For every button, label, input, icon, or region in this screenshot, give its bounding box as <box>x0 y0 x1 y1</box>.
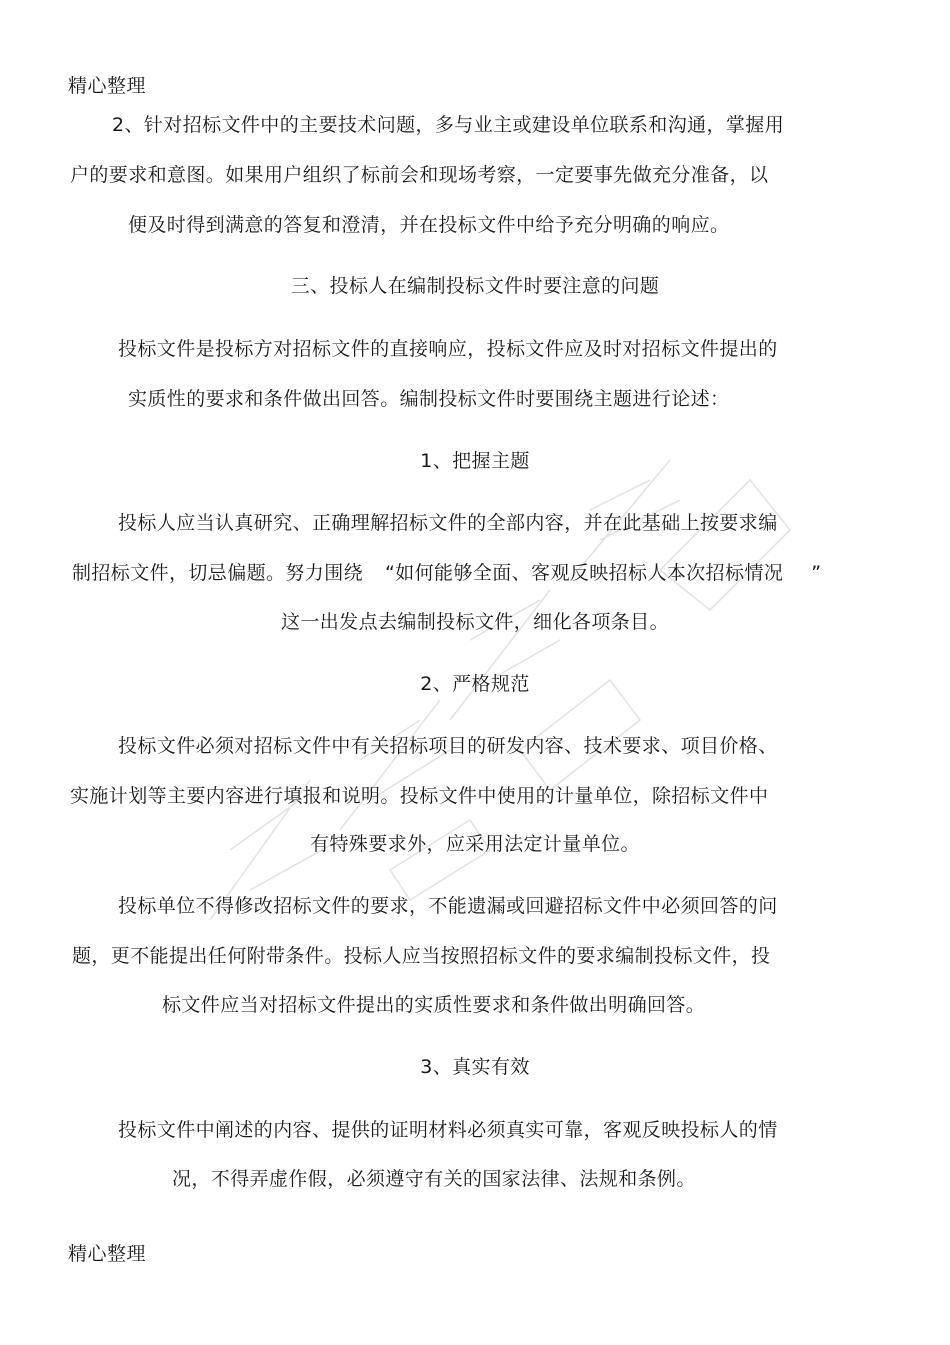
subsection-heading: 1、把握主题 <box>420 450 530 472</box>
paragraph-line: 投标文件中阐述的内容、提供的证明材料必须真实可靠，客观反映投标人的情 <box>118 1119 778 1141</box>
subsection-heading: 3、真实有效 <box>420 1056 530 1078</box>
paragraph-line: 2、针对招标文件中的主要技术问题，多与业主或建设单位联系和沟通，掌握用 <box>112 114 785 136</box>
paragraph-line: 投标文件必须对招标文件中有关招标项目的研发内容、技术要求、项目价格、 <box>118 735 778 757</box>
paragraph-line: 这一出发点去编制投标文件，细化各项条目。 <box>280 611 669 633</box>
text-segment: 制招标文件，切忌偏题。努力围绕 <box>72 562 364 584</box>
closing-quote: ” <box>811 562 822 584</box>
paragraph-line: 标文件应当对招标文件提出的实质性要求和条件做出明确回答。 <box>162 994 706 1016</box>
paragraph-line: 投标人应当认真研究、正确理解招标文件的全部内容，并在此基础上按要求编 <box>118 512 778 534</box>
paragraph-line: 实质性的要求和条件做出回答。编制投标文件时要围绕主题进行论述： <box>128 388 730 410</box>
paragraph-line: 户的要求和意图。如果用户组织了标前会和现场考察，一定要事先做充分准备，以 <box>70 164 769 186</box>
paragraph-line: 有特殊要求外，应采用法定计量单位。 <box>310 833 640 855</box>
paragraph-line: 便及时得到满意的答复和澄清，并在投标文件中给予充分明确的响应。 <box>128 214 730 236</box>
section-heading: 三、投标人在编制投标文件时要注意的问题 <box>290 275 660 297</box>
footer-mark: 精心整理 <box>68 1243 147 1265</box>
paragraph-line: 况，不得弄虚作假，必须遵守有关的国家法律、法规和条例。 <box>172 1168 696 1190</box>
quoted-text: “如何能够全面、客观反映招标人本次招标情况 <box>385 562 784 584</box>
paragraph-line: 投标单位不得修改招标文件的要求，不能遗漏或回避招标文件中必须回答的问 <box>118 895 778 917</box>
paragraph-line: 投标文件是投标方对招标文件的直接响应，投标文件应及时对招标文件提出的 <box>118 338 778 360</box>
header-mark: 精心整理 <box>68 75 147 97</box>
paragraph-line: 实施计划等主要内容进行填报和说明。投标文件中使用的计量单位，除招标文件中 <box>70 785 769 807</box>
paragraph-line: 题，更不能提出任何附带条件。投标人应当按照招标文件的要求编制投标文件，投 <box>72 945 771 967</box>
paragraph-line <box>72 560 822 586</box>
subsection-heading: 2、严格规范 <box>420 673 530 695</box>
